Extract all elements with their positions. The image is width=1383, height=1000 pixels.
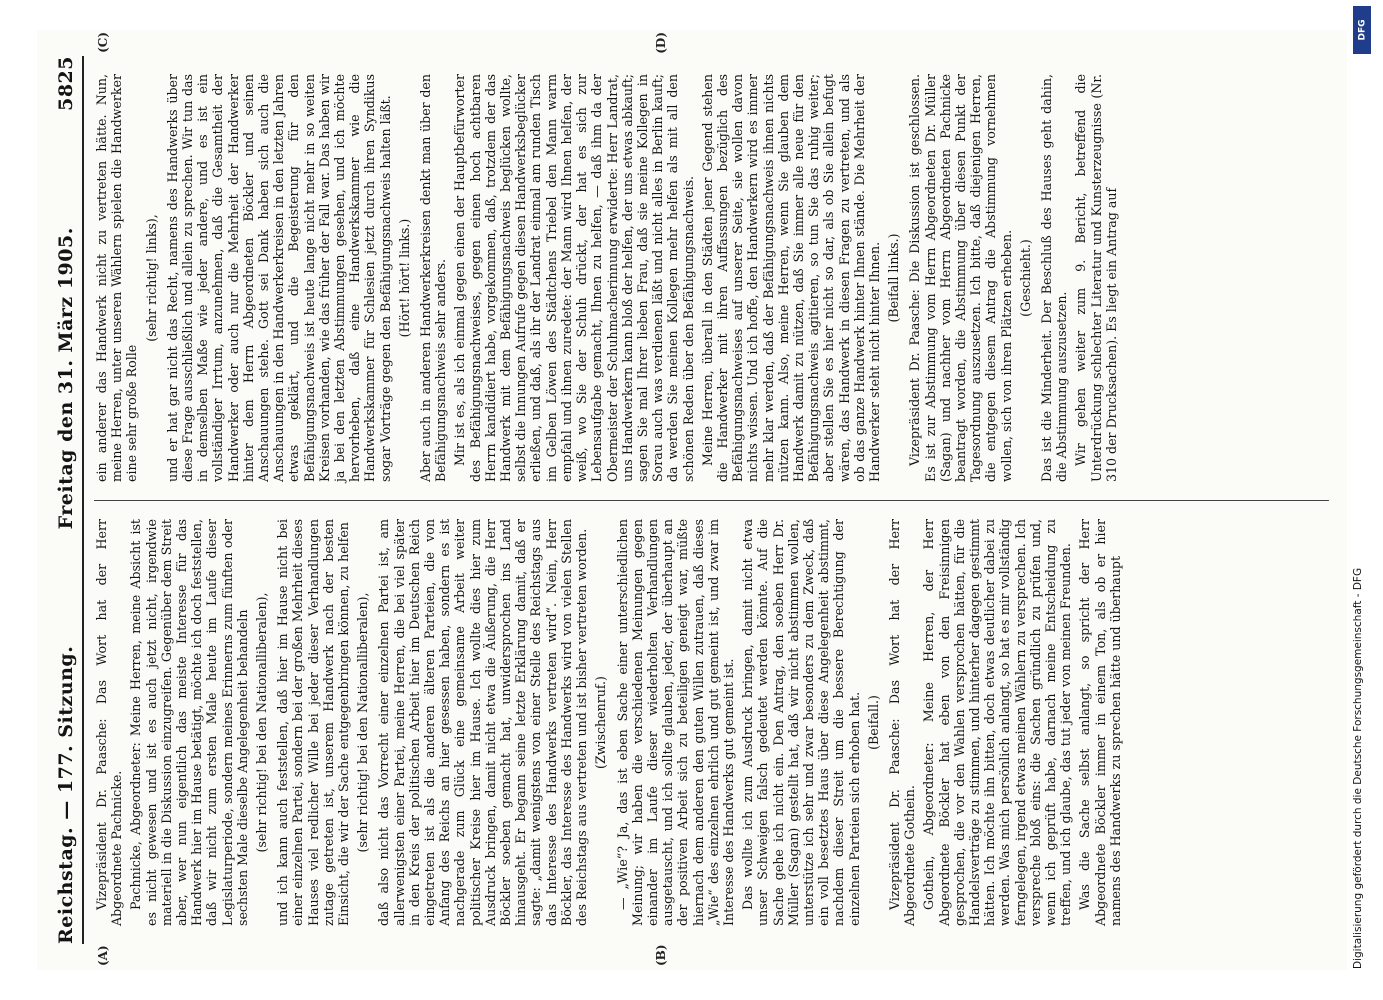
funding-note: Digitalisierung gefördert durch die Deutsche Forschungsgemeinschaft - DFG (1352, 567, 1364, 969)
paragraph: daß also nicht das Vorrecht einer einzelnen Partei ist, am allerwenigsten einer Partei, meine Herren, die bei viel später in den Kreis der politischen Arbeit hier im Deutschen Reich eingetreten ist als die anderen älteren Parteien, die von Anfang des Reichs an hier gesessen haben, sondern es ist nachgerade zum Glück eine gemeinsame Arbeit weiter politischer Kreise hier im Hause. Ich wollte dies hier zum Ausdruck bringen, damit nicht etwa die Äußerung, die Herr Böckler soeben gemacht hat, unwidersprochen ins Land hinausgeht. Er begann seine letzte Erklärung damit, daß er sagte: „damit wenigstens von einer Stelle des Reichstags aus das Interesse des Handwerks vertreten wird“. Nein, Herr Böckler, das Interesse des Handwerks wird von vielen Stellen des Reichstags aus vertreten und ist bisher vertreten worden. (375, 519, 589, 926)
margin-marker-b: (B) (653, 944, 668, 966)
paragraph: und ich kann auch feststellen, daß hier im Hause nicht bei einer einzelnen Partei, sondern bei der großen Mehrheit dieses Hauses viel redlicher Wille bei jeder dieser Verhandlungen zutage getreten ist, unserem Handwerk nach der besten Einsicht, die wir der Sache entgegenbringen können, zu helfen (274, 519, 351, 926)
left-column (93, 500, 1329, 966)
paragraph: Vizepräsident Dr. Paasche: Das Wort hat der Herr Abgeordnete Gothein. (886, 519, 917, 926)
margin-marker-c: (C) (95, 32, 110, 53)
paragraph: — „Wie“? Ja, das ist eben Sache einer unterschiedlichen Meinung; wir haben die verschiedenen Meinungen gegen einander im Laufe dieser wiederholten Verhandlungen ausgetauscht, und ich sollte glauben, jeder, der überhaupt an der positiven Arbeit sich zu beteiligen geneigt war, müßte hiernach dem anderen den guten Willen zutrauen, daß dieses „Wie“ des einzelnen ehrlich und gut gemeint ist, und zwar im Interesse des Handwerks gut gemeint ist. (614, 519, 736, 926)
paragraph: Mir ist es, als ich einmal gegen einen der Hauptbefürworter des Befähigungsnachweises, gegen einen hoch achtbaren Herrn kandidiert habe, vorgekommen, daß, trotzdem der das Handwerk mit dem Befähigungsnachweis beglücken wollte, selbst die Innungen Aufrufe gegen diesen Handwerksbeglücker erließen, und daß, als ihr der Landrat einmal am runden Tisch im Gelben Löwen des Städtchens Triebel den Mann warm empfahl und ihnen zuredete: der Mann wird Ihnen helfen, der weiß, wo Sie der Schuh drückt, der hat es sich zur Lebensaufgabe gemacht, Ihnen zu helfen, — daß ihm da der Obermeister der Schuhmacherinnung erwiderte: Herr Landrat, uns Handwerkern kann bloß der helfen, der uns etwas abkauft; sagen Sie mal Ihrer lieben Frau, daß sie meine Kollegen in Sorau auch was verdienen läßt und nicht alles in Berlin kauft; da werden Sie meinen Kollegen mehr helfen als mit all den schönen Reden über den Befähigungsnachweis. (451, 74, 696, 482)
dfg-logo: DFG (1353, 6, 1371, 54)
paragraph: Meine Herren, überall in den Städten jener Gegend stehen die Handwerker mit ihren Auffassungen bezüglich des Befähigungsnachweises auf unserer Seite, sie wollen davon nichts wissen. Und ich hoffe, den Handwerkern wird es immer mehr klar werden, daß der Befähigungsnachweis ihnen nichts nützen kann. Also, meine Herren, wenn Sie glauben dem Handwerk damit zu nützen, daß Sie immer alle neue für den Befähigungsnachweis agitieren, so tun Sie das ruhig weiter; aber stellen Sie es hier nicht so dar, als ob Sie allein befugt wären, das Handwerk in diesen Fragen zu vertreten, und als ob das ganze Handwerk hinter Ihnen stände. Die Mehrheit der Handwerker steht nicht hinter Ihnen. (699, 74, 882, 482)
header-left: Reichstag. — 177. Sitzung. (54, 645, 77, 944)
margin-marker-a: (A) (95, 945, 110, 966)
interjection: (sehr richtig! links), (143, 214, 159, 342)
paragraph: und er hat gar nicht das Recht, namens des Handwerks über diese Frage ausschließlich und allein zu sprechen. Wir tun das in demselben Maße wie jeder andere, und es ist ein vollständiger Irrtum, anzunehmen, daß die Gesamtheit der Handwerker oder auch nur die Mehrheit der Handwerker hinter dem Herrn Abgeordneten Böckler und seinen Anschauungen stehe. Gott sei Dank haben sich auch die Anschauungen in den Handwerkerkreisen in den letzten Jahren etwas geklärt, und die Begeisterung für den Befähigungsnachweis ist heute lange nicht mehr in so weiten Kreisen vorhanden, wie das früher der Fall war. Das haben wir ja bei den letzten Abstimmungen gesehen, und ich möchte hervorheben, daß eine Handwerkskammer wie die Handwerkskammer für Schlesien jetzt durch ihren Syndikus sogar Vorträge gegen den Befähigungsnachweis halten läßt. (164, 74, 393, 482)
paragraph: Aber auch in anderen Handwerkerkreisen denkt man über den Befähigungsnachweis sehr anders. (417, 74, 448, 482)
interjection: (Geschieht.) (1017, 239, 1033, 317)
interjection: (sehr richtig! bei den Nationalliberalen), (253, 592, 269, 853)
paragraph: Das ist die Minderheit. Der Beschluß des Hauses geht dahin, die Abstimmung auszusetzen. (1038, 74, 1069, 482)
paragraph: Das wollte ich zum Ausdruck bringen, damit nicht etwa unser Schweigen falsch gedeutet werden könnte. Auf die Sache gehe ich nicht ein. Den Antrag, den soeben Herr Dr. Müller (Sagan) gestellt hat, daß wir nicht abstimmen wollen, unterstütze ich sehr und zwar besonders zu dem Zweck, daß ein voll besetztes Haus über diese Angelegenheit abstimmt, nachdem dieser Streit um die bessere Berechtigung der einzelnen Parteien sich erhoben hat. (739, 519, 862, 926)
interjection: (Hört! hört! links.) (396, 218, 412, 338)
interjection: (Beifall.) (865, 695, 881, 750)
paragraph: Gothein, Abgeordneter: Meine Herren, der Herr Abgeordnete Böckler hat eben von den Freisinnigen gesprochen, die vor den Wahlen versprochen hätten, für die Handelsverträge zu stimmen, und hinterher dagegen gestimmt hätten. Ich möchte ihn bitten, doch etwas deutlicher dabei zu werden. Was mich persönlich anlangt, so hat es mir vollständig ferngelegen, irgend etwas meinen Wählern zu versprechen. Ich verspreche bloß eins: die Sachen gründlich zu prüfen und, wenn ich geprüft habe, darnach meine Entscheidung zu treffen, und ich glaube, das tut jeder von meinen Freunden. (920, 519, 1073, 926)
interjection: (sehr richtig! bei den Nationalliberalen), (354, 592, 370, 853)
scanned-page (37, 30, 1347, 970)
paragraph: Vizepräsident Dr. Paasche: Die Diskussion ist geschlossen. Es ist zur Abstimmung vom Herrn Abgeordneten Dr. Müller (Sagan) und nachher vom Herrn Abgeordneten Pachnicke beantragt worden, die Abstimmung über diesen Punkt der Tagesordnung auszusetzen. Ich bitte, daß diejenigen Herren, die entgegen diesem Antrag die Abstimmung vornehmen wollen, sich von ihren Plätzen erheben. (906, 74, 1014, 482)
paragraph: Vizepräsident Dr. Paasche: Das Wort hat der Herr Abgeordnete Pachnicke. (93, 519, 124, 926)
paragraph: ein anderer das Handwerk nicht zu vertreten hätte. Nun, meine Herren, unter unseren Wählern spielen die Handwerker eine sehr große Rolle (93, 74, 139, 482)
paragraph: Pachnicke, Abgeordneter: Meine Herren, meine Absicht ist es nicht gewesen und ist es auch jetzt nicht, irgendwie materiell in die Diskussion einzugreifen. Gegenüber dem Streit aber, wer nun eigentlich das meiste Interesse für das Handwerk hier im Hause betätigt, möchte ich doch feststellen, daß wir nicht zum ersten Male heute im Laufe dieser Legislaturperiode, sondern meines Erinnerns zum fünften oder sechsten Male dieselbe Angelegenheit behandeln (127, 519, 250, 926)
interjection: (Beifall links.) (885, 233, 901, 323)
header-date: Freitag den 31. März 1905. (54, 227, 77, 530)
paragraph: Was die Sache selbst anlangt, so spricht der Herr Abgeordnete Böckler immer in einem Ton, als ob er hier namens des Handwerks zu sprechen hätte und überhaupt (1076, 519, 1123, 926)
page-header (55, 56, 84, 944)
margin-marker-d: (D) (653, 32, 668, 54)
page-number: 5825 (54, 56, 77, 111)
right-column (93, 32, 1329, 500)
digitization-sidebar (1349, 6, 1379, 996)
text-columns (93, 32, 1329, 966)
paragraph: Wir gehen weiter zum 9. Bericht, betreffend die Unterdrückung schlechter Literatur und Kunsterzeugnisse (Nr. 310 der Drucksachen). Es liegt ein Antrag auf (1072, 74, 1119, 482)
interjection: (Zwischenruf.) (592, 676, 608, 769)
